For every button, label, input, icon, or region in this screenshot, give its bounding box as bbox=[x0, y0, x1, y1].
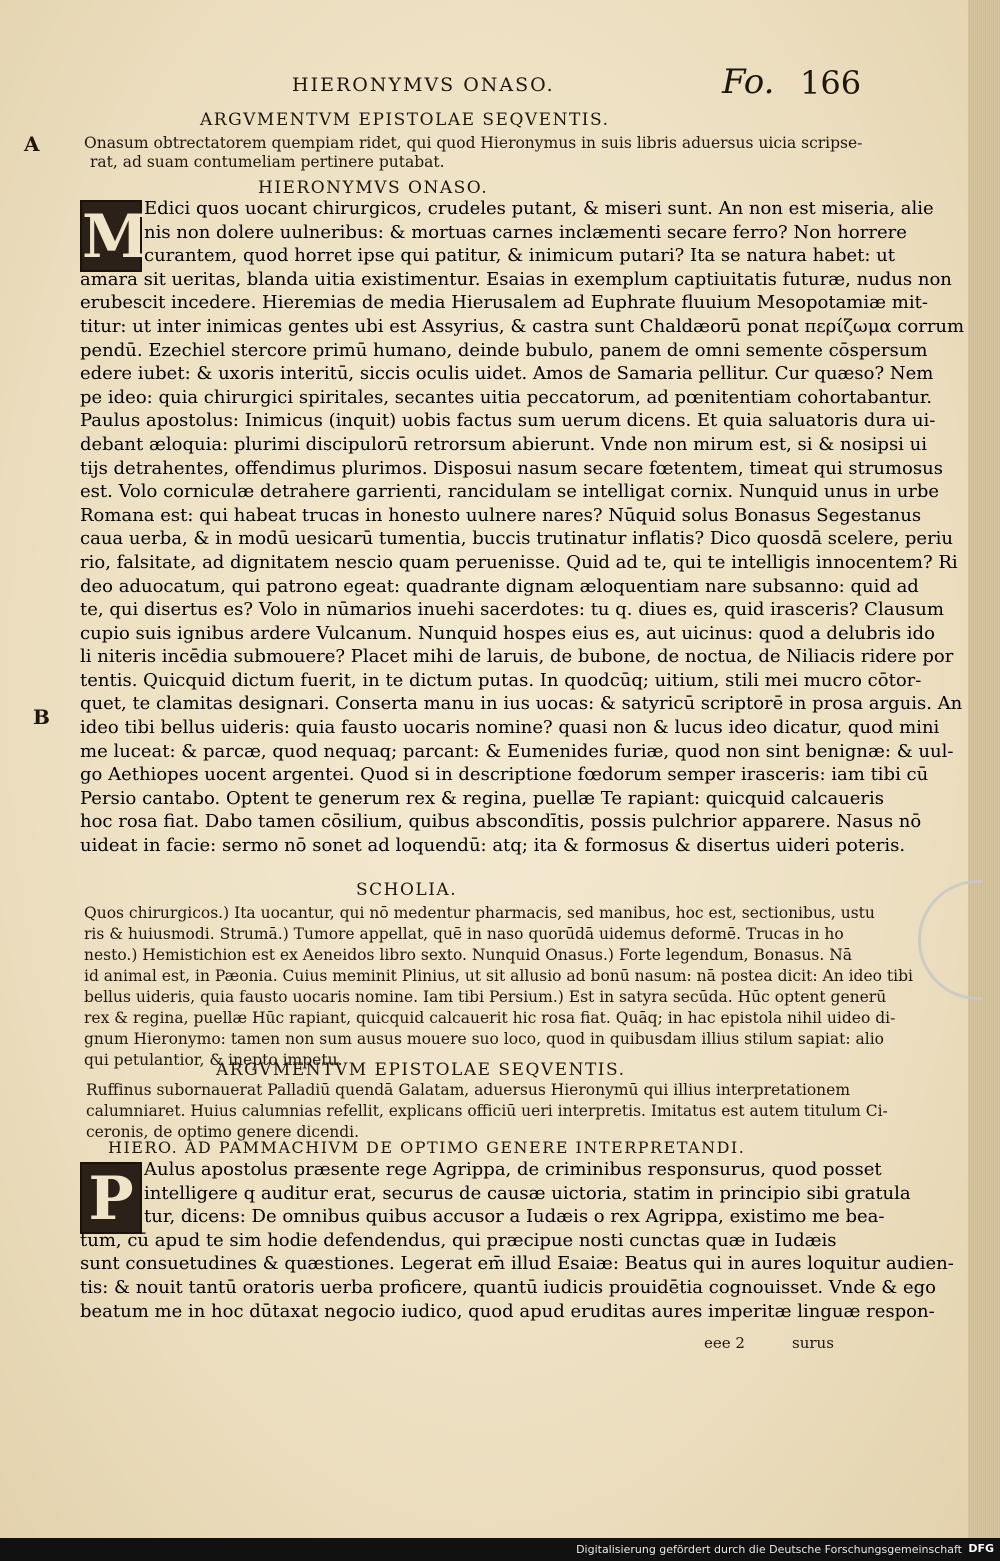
text-line: rio, falsitate, ad dignitatem nescio quam peruenisse. Quid ad te, qui te intelligis innocentem? Ri bbox=[80, 551, 958, 573]
text-line: rex & regina, puellæ Hūc rapiant, quicquid calcauerit hic rosa fiat. Quāq; in hac epistola nihil uideo di- bbox=[84, 1009, 896, 1027]
text-line: go Aethiopes uocent argentei. Quod si in descriptione fœdorum semper irasceris: iam tibi cū bbox=[80, 764, 929, 786]
text-line: me luceat: & parcæ, quod nequaq; parcant: & Eumenides furiæ, quod non sint benignæ: & uul- bbox=[80, 740, 954, 762]
text-line: tis: & nouit tantū oratoris uerba proficere, quantū iudicis prouidētia cognouisset. Vnde & ego bbox=[80, 1276, 937, 1298]
text-line: Persio cantabo. Optent te generum rex & regina, puellæ Te rapiant: quicquid calcaueris bbox=[80, 787, 885, 809]
text-line: tijs detrahentes, offendimus plurimos. Disposui nasum secare fœtentem, timeat qui strumosus bbox=[80, 457, 943, 479]
running-title: HIERONYMVS ONASO. bbox=[292, 74, 555, 96]
signature-mark: eee 2 bbox=[704, 1334, 745, 1352]
letter-heading-1: HIERONYMVS ONASO. bbox=[258, 178, 489, 198]
scholia-text bbox=[84, 903, 913, 1071]
text-line: cupio suis ignibus ardere Vulcanum. Nunquid hospes eius es, aut uicinus: quod a delubris ido bbox=[80, 622, 935, 644]
argument-text-1 bbox=[84, 134, 863, 172]
text-line: titur: ut inter inimicas gentes ubi est Assyrius, & castra sunt Chaldæorū ponat περίζωμα corrum bbox=[80, 315, 965, 337]
text-line: debant æloquia: plurimi discipulorū retrorsum abierunt. Vnde non mirum est, si & nosipsi ui bbox=[80, 433, 928, 455]
text-line: curantem, quod horret ipse qui patitur, & inimicum putari? Ita se natura habet: ut bbox=[144, 245, 895, 267]
text-line: Paulus apostolus: Inimicus (inquit) uobis factus sum uerum dicens. Et quia saluatoris dura ui- bbox=[80, 410, 936, 432]
text-line: gnum Hieronymo: tamen non sum ausus mouere suo loco, quod in quibusdam illius stilum sapiat: alio bbox=[84, 1030, 884, 1048]
letter-heading-2: HIERO. AD PAMMACHIVM DE OPTIMO GENERE INTERPRETANDI. bbox=[108, 1138, 746, 1157]
text-line: uideat in facie: sermo nō sonet ad loquendū: atq; ita & formosus & disertus uideri poteris. bbox=[80, 835, 906, 857]
text-line: beatum me in hoc dūtaxat negocio iudico, quod apud eruditas aures imperitæ linguæ respon- bbox=[80, 1300, 935, 1322]
text-line: tentis. Quicquid dictum fuerit, in te dictum putas. In quodcūq; uitium, stili mei mucro cōtor- bbox=[80, 669, 922, 691]
text-line: bellus uideris, quia fausto uocaris nomine. Iam tibi Persium.) Est in satyra secūda. Hūc optent generū bbox=[84, 988, 887, 1006]
funding-note: Digitalisierung gefördert durch die Deutsche Forschungsgemeinschaft bbox=[576, 1543, 962, 1556]
margin-mark-b: B bbox=[33, 705, 50, 729]
text-line: calumniaret. Huius calumnias refellit, explicans officiū ueri interpretis. Imitatus est autem titulum Ci- bbox=[86, 1102, 888, 1120]
argument-text-2 bbox=[86, 1080, 888, 1143]
text-line: id animal est, in Pæonia. Cuius meminit Plinius, ut sit allusio ad bonū nasum: nā postea dicit: An ideo tibi bbox=[84, 967, 913, 985]
margin-mark-a: A bbox=[24, 132, 40, 156]
text-line: Romana est: qui habeat trucas in honesto uulnere nares? Nūquid solus Bonasus Segestanus bbox=[80, 504, 922, 526]
text-line: qui petulantior, & inepto impetu. bbox=[84, 1051, 343, 1069]
folio-number: 166 bbox=[800, 64, 862, 102]
decorated-initial-m: M bbox=[82, 202, 149, 272]
text-line: caua uerba, & in modū uesicarū tumentia, buccis trutinatur inflatis? Dico quosdā scelere, periu bbox=[80, 528, 954, 550]
text-line: ideo tibi bellus uideris: quia fausto uocaris nomine? quasi non & lucus ideo dicatur, quod mini bbox=[80, 717, 940, 739]
text-line: nis non dolere uulneribus: & mortuas carnes inclæmenti secare ferro? Non horrere bbox=[144, 221, 907, 243]
text-line: tum, cū apud te sim hodie defendendus, qui præcipue nosti cunctas quæ in Iudæis bbox=[80, 1229, 837, 1251]
page-edge bbox=[968, 0, 1000, 1538]
text-line: pendū. Ezechiel stercore primū humano, deinde bubulo, panem de omni semente cōspersum bbox=[80, 339, 928, 361]
text-line: ris & huiusmodi. Strumā.) Tumore appellat, quē in naso quorūdā uidemus deformē. Trucas in ho bbox=[84, 925, 844, 943]
text-line: Ruffinus subornauerat Palladiū quendā Galatam, aduersus Hieronymū qui illius interpretationem bbox=[86, 1081, 851, 1099]
text-line: deo aduocatum, qui patrono egeat: quadrante dignam æloquentiam nare subsanno: quid ad bbox=[80, 575, 919, 597]
text-line: li niteris incēdia submouere? Placet mihi de laruis, de bubone, de noctua, de Niliacis ridere por bbox=[80, 646, 954, 668]
argument-heading-2: ARGVMENTVM EPISTOLAE SEQVENTIS. bbox=[216, 1060, 626, 1080]
text-line: pe ideo: quia chirurgici spiritales, secantes uitia peccatorum, ad pœnitentiam cohortabantur. bbox=[80, 386, 933, 408]
text-line: erubescit incedere. Hieremias de media Hierusalem ad Euphrate fluuium Mesopotamiæ mit- bbox=[80, 292, 928, 314]
scholia-heading: SCHOLIA. bbox=[356, 880, 458, 900]
text-line: quet, te clamitas designari. Conserta manu in ius uocas: & satyricū scriptorē in prosa arguis. An bbox=[80, 693, 963, 715]
letter-body-1 bbox=[80, 197, 965, 858]
letter-body-2 bbox=[80, 1158, 954, 1323]
decorated-initial-p: P bbox=[80, 1162, 142, 1234]
text-line: tur, dicens: De omnibus quibus accusor a Iudæis o rex Agrippa, existimo me bea- bbox=[144, 1206, 885, 1228]
text-line: est. Volo corniculæ detrahere garrienti, rancidulam se intelligat cornix. Nunquid unus in urbe bbox=[80, 481, 940, 503]
dfg-logo: DFG bbox=[968, 1542, 994, 1555]
text-line: Onasum obtrectatorem quempiam ridet, qui quod Hieronymus in suis libris aduersus uicia scripse- bbox=[84, 134, 863, 152]
argument-heading-1: ARGVMENTVM EPISTOLAE SEQVENTIS. bbox=[200, 110, 610, 130]
text-line: nesto.) Hemistichion est ex Aeneidos libro sexto. Nunquid Onasus.) Forte legendum, Bonasus. Nā bbox=[84, 946, 852, 964]
digitization-footer bbox=[0, 1538, 1000, 1561]
text-line: Quos chirurgicos.) Ita uocantur, qui nō medentur pharmacis, sed manibus, hoc est, sectionibus, ustu bbox=[84, 904, 875, 922]
text-line: hoc rosa fiat. Dabo tamen cōsilium, quibus abscondītis, possis pulchrior apparere. Nasus nō bbox=[80, 811, 922, 833]
text-line: Edici quos uocant chirurgicos, crudeles putant, & miseri sunt. An non est miseria, alie bbox=[144, 198, 934, 219]
text-line: te, qui disertus es? Volo in nūmarios inuehi sacerdotes: tu q. diues es, quid irasceris? Clausum bbox=[80, 599, 944, 621]
catchword: surus bbox=[792, 1334, 834, 1352]
text-line: rat, ad suam contumeliam pertinere putabat. bbox=[90, 153, 445, 171]
text-line: intelligere q auditur erat, securus de causæ uictoria, statim in principio sibi gratula bbox=[144, 1182, 911, 1204]
text-line: amara sit ueritas, blanda uitia existimentur. Esaias in exemplum captiuitatis futuræ, nudus non bbox=[80, 268, 952, 290]
text-line: sunt consuetudines & quæstiones. Legerat em̄ illud Esaiæ: Beatus qui in aures loquitur audien- bbox=[80, 1253, 954, 1275]
text-line: Aulus apostolus præsente rege Agrippa, de criminibus responsurus, quod posset bbox=[144, 1159, 882, 1180]
folio-label: Fo. bbox=[722, 62, 775, 102]
text-line: edere iubet: & uxoris interitū, siccis oculis uidet. Amos de Samaria pellitur. Cur quæso? Nem bbox=[80, 363, 934, 385]
text-line: ceronis, de optimo genere dicendi. bbox=[86, 1123, 360, 1141]
